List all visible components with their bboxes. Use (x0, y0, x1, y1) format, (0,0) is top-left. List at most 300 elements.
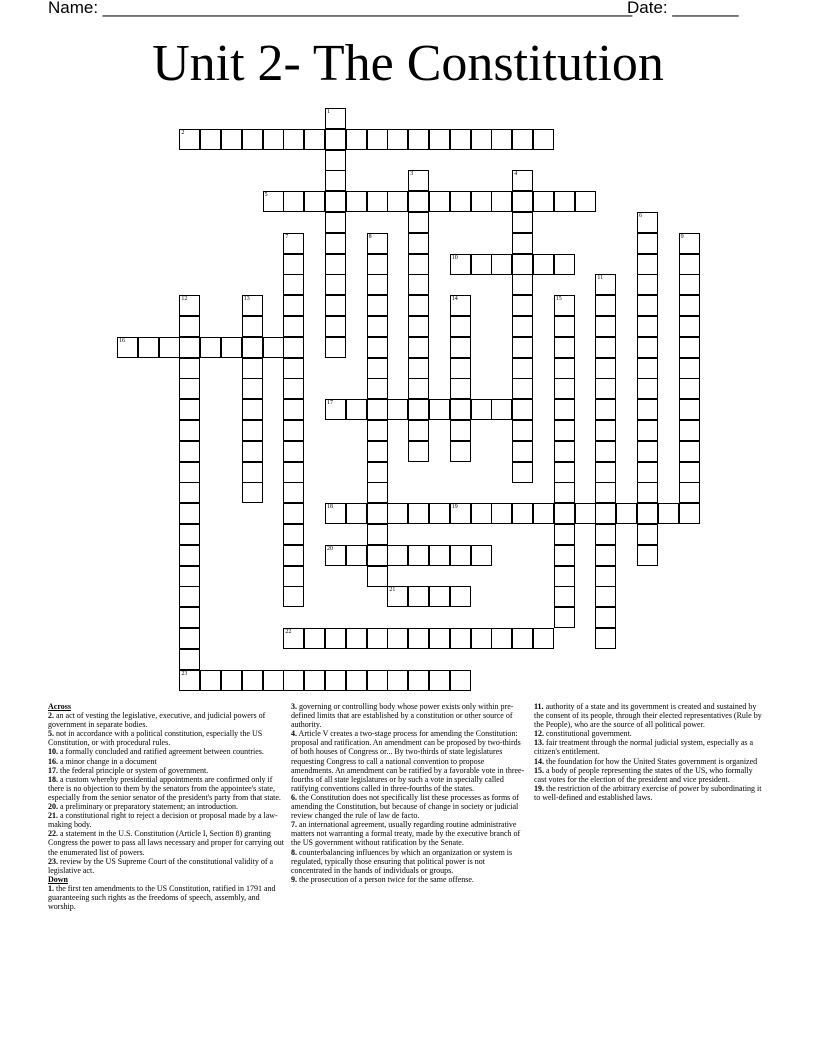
grid-cell[interactable] (263, 337, 284, 358)
grid-cell[interactable] (283, 274, 304, 295)
grid-cell[interactable] (221, 129, 242, 150)
grid-cell[interactable] (450, 399, 471, 420)
grid-cell[interactable] (595, 462, 616, 483)
grid-cell[interactable] (450, 586, 471, 607)
grid-cell[interactable] (450, 316, 471, 337)
grid-cell[interactable] (491, 399, 512, 420)
grid-cell[interactable] (637, 316, 658, 337)
grid-cell[interactable] (554, 482, 575, 503)
grid-cell[interactable] (325, 670, 346, 691)
grid-cell[interactable] (242, 441, 263, 462)
grid-cell[interactable] (408, 170, 429, 191)
grid-cell[interactable] (450, 628, 471, 649)
grid-cell[interactable] (283, 670, 304, 691)
grid-cell[interactable] (595, 628, 616, 649)
grid-cell[interactable] (533, 254, 554, 275)
grid-cell[interactable] (595, 607, 616, 628)
grid-cell[interactable] (179, 628, 200, 649)
grid-cell[interactable] (450, 358, 471, 379)
grid-cell[interactable] (367, 441, 388, 462)
clue-12 (534, 729, 766, 738)
grid-cell[interactable] (263, 670, 284, 691)
grid-cell[interactable] (408, 399, 429, 420)
grid-cell[interactable] (471, 254, 492, 275)
grid-cell[interactable] (637, 337, 658, 358)
grid-cell[interactable] (637, 254, 658, 275)
grid-cell[interactable] (408, 503, 429, 524)
grid-cell[interactable] (283, 586, 304, 607)
grid-cell[interactable] (242, 295, 263, 316)
grid-cell[interactable] (533, 628, 554, 649)
grid-cell[interactable] (512, 420, 533, 441)
grid-cell[interactable] (408, 441, 429, 462)
grid-cell[interactable] (637, 233, 658, 254)
grid-cell[interactable] (554, 399, 575, 420)
grid-cell[interactable] (679, 233, 700, 254)
grid-cell[interactable] (283, 295, 304, 316)
grid-cell[interactable] (450, 378, 471, 399)
grid-cell[interactable] (637, 545, 658, 566)
grid-cell[interactable] (679, 462, 700, 483)
grid-cell[interactable] (283, 191, 304, 212)
grid-cell[interactable] (159, 337, 180, 358)
grid-cell[interactable] (408, 316, 429, 337)
grid-cell[interactable] (637, 212, 658, 233)
grid-cell[interactable] (616, 503, 637, 524)
grid-cell[interactable] (325, 108, 346, 129)
grid-cell[interactable] (346, 545, 367, 566)
grid-cell[interactable] (471, 399, 492, 420)
grid-cell[interactable] (325, 316, 346, 337)
grid-cell[interactable] (242, 420, 263, 441)
grid-cell[interactable] (387, 545, 408, 566)
grid-cell[interactable] (429, 628, 450, 649)
grid-cell[interactable] (346, 399, 367, 420)
grid-cell[interactable] (512, 378, 533, 399)
grid-cell[interactable] (679, 441, 700, 462)
grid-cell[interactable] (367, 254, 388, 275)
clue-number: 16. (48, 756, 58, 766)
grid-cell[interactable] (575, 191, 596, 212)
grid-cell[interactable] (263, 191, 284, 212)
grid-cell[interactable] (367, 316, 388, 337)
grid-cell[interactable] (179, 399, 200, 420)
grid-cell[interactable] (408, 254, 429, 275)
grid-cell[interactable] (595, 524, 616, 545)
grid-cell[interactable] (408, 628, 429, 649)
grid-cell[interactable] (367, 191, 388, 212)
grid-cell[interactable] (179, 420, 200, 441)
grid-cell[interactable] (387, 503, 408, 524)
grid-cell[interactable] (367, 462, 388, 483)
grid-cell[interactable] (367, 670, 388, 691)
grid-cell[interactable] (387, 670, 408, 691)
grid-cell[interactable] (450, 420, 471, 441)
grid-cell[interactable] (367, 545, 388, 566)
grid-cell[interactable] (367, 378, 388, 399)
grid-cell[interactable] (408, 420, 429, 441)
grid-cell[interactable] (533, 129, 554, 150)
grid-cell[interactable] (450, 441, 471, 462)
grid-cell[interactable] (554, 441, 575, 462)
grid-cell[interactable] (283, 316, 304, 337)
cell-number: 6 (639, 213, 642, 219)
grid-cell[interactable] (200, 670, 221, 691)
grid-cell[interactable] (325, 274, 346, 295)
grid-cell[interactable] (679, 337, 700, 358)
grid-cell[interactable] (408, 358, 429, 379)
grid-cell[interactable] (367, 274, 388, 295)
clue-number: 18. (48, 774, 58, 784)
grid-cell[interactable] (512, 337, 533, 358)
grid-cell[interactable] (450, 503, 471, 524)
grid-cell[interactable] (179, 524, 200, 545)
grid-cell[interactable] (179, 545, 200, 566)
grid-cell[interactable] (554, 337, 575, 358)
grid-cell[interactable] (179, 441, 200, 462)
grid-cell[interactable] (595, 545, 616, 566)
grid-cell[interactable] (554, 295, 575, 316)
grid-cell[interactable] (367, 566, 388, 587)
grid-cell[interactable] (346, 129, 367, 150)
grid-cell[interactable] (491, 191, 512, 212)
grid-cell[interactable] (637, 524, 658, 545)
grid-cell[interactable] (325, 295, 346, 316)
grid-cell[interactable] (512, 316, 533, 337)
grid-cell[interactable] (387, 399, 408, 420)
grid-cell[interactable] (325, 233, 346, 254)
grid-cell[interactable] (408, 233, 429, 254)
grid-cell[interactable] (554, 316, 575, 337)
clue-text: a custom whereby presidential appointments are confirmed only if there is no objection to them by the senators from the appointee's state, especially from the senior senator of the president's party from that state. (48, 774, 281, 802)
grid-cell[interactable] (304, 129, 325, 150)
grid-cell[interactable] (408, 545, 429, 566)
grid-cell[interactable] (637, 274, 658, 295)
grid-cell[interactable] (595, 358, 616, 379)
grid-cell[interactable] (387, 129, 408, 150)
grid-cell[interactable] (512, 358, 533, 379)
clue-11 (534, 702, 766, 729)
grid-cell[interactable] (512, 191, 533, 212)
clue-3 (291, 702, 527, 729)
grid-cell[interactable] (179, 129, 200, 150)
grid-cell[interactable] (595, 586, 616, 607)
grid-cell[interactable] (283, 233, 304, 254)
grid-cell[interactable] (283, 358, 304, 379)
grid-cell[interactable] (179, 503, 200, 524)
grid-cell[interactable] (179, 295, 200, 316)
grid-cell[interactable] (679, 399, 700, 420)
grid-cell[interactable] (637, 462, 658, 483)
grid-cell[interactable] (512, 462, 533, 483)
grid-cell[interactable] (595, 399, 616, 420)
grid-cell[interactable] (595, 482, 616, 503)
grid-cell[interactable] (679, 378, 700, 399)
grid-cell[interactable] (679, 295, 700, 316)
grid-cell[interactable] (595, 566, 616, 587)
grid-cell[interactable] (283, 524, 304, 545)
grid-cell[interactable] (658, 503, 679, 524)
grid-cell[interactable] (367, 358, 388, 379)
grid-cell[interactable] (512, 628, 533, 649)
grid-cell[interactable] (387, 191, 408, 212)
cell-number: 1 (327, 109, 330, 115)
grid-cell[interactable] (512, 399, 533, 420)
grid-cell[interactable] (554, 524, 575, 545)
grid-cell[interactable] (554, 566, 575, 587)
grid-cell[interactable] (554, 358, 575, 379)
grid-cell[interactable] (304, 670, 325, 691)
grid-cell[interactable] (283, 462, 304, 483)
grid-cell[interactable] (283, 628, 304, 649)
grid-cell[interactable] (450, 129, 471, 150)
grid-cell[interactable] (595, 274, 616, 295)
grid-cell[interactable] (179, 462, 200, 483)
grid-cell[interactable] (450, 545, 471, 566)
grid-cell[interactable] (471, 191, 492, 212)
grid-cell[interactable] (242, 378, 263, 399)
grid-cell[interactable] (408, 337, 429, 358)
clue-10 (48, 747, 284, 756)
grid-cell[interactable] (346, 191, 367, 212)
grid-cell[interactable] (179, 566, 200, 587)
grid-cell[interactable] (387, 628, 408, 649)
grid-cell[interactable] (450, 337, 471, 358)
clue-text: the restriction of the arbitrary exercise of power by subordinating it to well-defined and established laws. (534, 783, 762, 802)
grid-cell[interactable] (429, 399, 450, 420)
grid-cell[interactable] (491, 503, 512, 524)
grid-cell[interactable] (179, 586, 200, 607)
grid-cell[interactable] (367, 628, 388, 649)
grid-cell[interactable] (429, 586, 450, 607)
grid-cell[interactable] (512, 233, 533, 254)
grid-cell[interactable] (367, 233, 388, 254)
grid-cell[interactable] (179, 316, 200, 337)
grid-cell[interactable] (283, 378, 304, 399)
grid-cell[interactable] (346, 670, 367, 691)
grid-cell[interactable] (242, 670, 263, 691)
grid-cell[interactable] (491, 254, 512, 275)
grid-cell[interactable] (408, 191, 429, 212)
grid-cell[interactable] (408, 586, 429, 607)
grid-cell[interactable] (595, 295, 616, 316)
grid-cell[interactable] (325, 212, 346, 233)
grid-cell[interactable] (450, 254, 471, 275)
grid-cell[interactable] (408, 129, 429, 150)
clue-21 (48, 811, 284, 829)
grid-cell[interactable] (367, 524, 388, 545)
date-field[interactable]: Date: _______ (627, 0, 739, 17)
grid-cell[interactable] (512, 170, 533, 191)
grid-cell[interactable] (533, 191, 554, 212)
grid-cell[interactable] (304, 628, 325, 649)
grid-cell[interactable] (679, 254, 700, 275)
grid-cell[interactable] (179, 607, 200, 628)
grid-cell[interactable] (575, 503, 596, 524)
grid-cell[interactable] (637, 420, 658, 441)
grid-cell[interactable] (491, 129, 512, 150)
grid-cell[interactable] (242, 129, 263, 150)
clue-number: 14. (534, 756, 544, 766)
grid-cell[interactable] (367, 420, 388, 441)
clue-2 (48, 711, 284, 729)
grid-cell[interactable] (346, 628, 367, 649)
grid-cell[interactable] (346, 503, 367, 524)
grid-cell[interactable] (367, 295, 388, 316)
grid-cell[interactable] (283, 503, 304, 524)
grid-cell[interactable] (408, 274, 429, 295)
grid-cell[interactable] (512, 441, 533, 462)
grid-cell[interactable] (200, 129, 221, 150)
grid-cell[interactable] (179, 482, 200, 503)
clue-text: a statement in the U.S. Constitution (Article I, Section 8) granting Congress the power to pass all laws necessary and proper for carrying out the enumerated list of powers. (48, 829, 284, 857)
grid-cell[interactable] (367, 399, 388, 420)
clue-number: 6. (291, 792, 297, 802)
grid-cell[interactable] (283, 566, 304, 587)
grid-cell[interactable] (512, 295, 533, 316)
grid-cell[interactable] (283, 337, 304, 358)
grid-cell[interactable] (242, 399, 263, 420)
grid-cell[interactable] (325, 254, 346, 275)
grid-cell[interactable] (283, 399, 304, 420)
grid-cell[interactable] (450, 191, 471, 212)
grid-cell[interactable] (471, 129, 492, 150)
grid-cell[interactable] (242, 337, 263, 358)
grid-cell[interactable] (387, 586, 408, 607)
grid-cell[interactable] (242, 482, 263, 503)
clue-number: 9. (291, 874, 297, 884)
grid-cell[interactable] (554, 191, 575, 212)
grid-cell[interactable] (450, 295, 471, 316)
grid-cell[interactable] (325, 628, 346, 649)
grid-cell[interactable] (367, 503, 388, 524)
grid-cell[interactable] (554, 586, 575, 607)
grid-cell[interactable] (179, 358, 200, 379)
grid-cell[interactable] (325, 150, 346, 171)
grid-cell[interactable] (637, 441, 658, 462)
grid-cell[interactable] (367, 337, 388, 358)
grid-cell[interactable] (679, 420, 700, 441)
grid-cell[interactable] (679, 316, 700, 337)
cell-number: 4 (514, 171, 518, 178)
grid-cell[interactable] (325, 545, 346, 566)
grid-cell[interactable] (595, 503, 616, 524)
grid-cell[interactable] (325, 399, 346, 420)
clue-number: 19. (534, 783, 544, 793)
clue-number: 4. (291, 729, 297, 739)
name-field[interactable]: Name: ________________________________________________________ (48, 0, 633, 17)
grid-cell[interactable] (471, 545, 492, 566)
grid-cell[interactable] (429, 545, 450, 566)
grid-cell[interactable] (179, 649, 200, 670)
grid-cell[interactable] (325, 129, 346, 150)
grid-cell[interactable] (595, 378, 616, 399)
grid-cell[interactable] (179, 337, 200, 358)
clue-7 (291, 820, 527, 847)
grid-cell[interactable] (679, 274, 700, 295)
grid-cell[interactable] (325, 191, 346, 212)
grid-cell[interactable] (325, 170, 346, 191)
grid-cell[interactable] (325, 337, 346, 358)
grid-cell[interactable] (283, 545, 304, 566)
grid-cell[interactable] (429, 670, 450, 691)
grid-cell[interactable] (179, 378, 200, 399)
grid-cell[interactable] (554, 462, 575, 483)
grid-cell[interactable] (471, 628, 492, 649)
grid-cell[interactable] (117, 337, 138, 358)
grid-cell[interactable] (595, 316, 616, 337)
grid-cell[interactable] (637, 358, 658, 379)
grid-cell[interactable] (512, 503, 533, 524)
grid-cell[interactable] (408, 295, 429, 316)
grid-cell[interactable] (512, 274, 533, 295)
grid-cell[interactable] (429, 129, 450, 150)
grid-cell[interactable] (637, 295, 658, 316)
grid-cell[interactable] (679, 358, 700, 379)
grid-cell[interactable] (283, 441, 304, 462)
grid-cell[interactable] (283, 482, 304, 503)
grid-cell[interactable] (554, 503, 575, 524)
grid-cell[interactable] (200, 337, 221, 358)
grid-cell[interactable] (242, 316, 263, 337)
grid-cell[interactable] (450, 670, 471, 691)
grid-cell[interactable] (512, 254, 533, 275)
grid-cell[interactable] (595, 337, 616, 358)
grid-cell[interactable] (554, 378, 575, 399)
grid-cell[interactable] (512, 129, 533, 150)
grid-cell[interactable] (679, 482, 700, 503)
grid-cell[interactable] (283, 420, 304, 441)
grid-cell[interactable] (304, 191, 325, 212)
grid-cell[interactable] (429, 191, 450, 212)
grid-cell[interactable] (554, 607, 575, 628)
grid-cell[interactable] (533, 503, 554, 524)
grid-cell[interactable] (221, 670, 242, 691)
grid-cell[interactable] (637, 399, 658, 420)
grid-cell[interactable] (679, 503, 700, 524)
grid-cell[interactable] (283, 129, 304, 150)
grid-cell[interactable] (408, 212, 429, 233)
clue-text: Article V creates a two-stage process for amending the Constitution: proposal and ratification. An amendment can be proposed by two-thirds of both houses of Congress or... By two-thirds of state legislatures requesting Congress to call a national convention to propose amendments. An amendment can be ratified by a favorable vote in three-fourths of all state legislatures or by such a vote in specially called ratifying conventions called in three-fourths of the states. (291, 729, 525, 793)
grid-cell[interactable] (408, 378, 429, 399)
grid-cell[interactable] (637, 482, 658, 503)
grid-cell[interactable] (554, 545, 575, 566)
grid-cell[interactable] (595, 420, 616, 441)
grid-cell[interactable] (512, 212, 533, 233)
cell-number: 14 (451, 296, 458, 303)
grid-cell[interactable] (221, 337, 242, 358)
grid-cell[interactable] (595, 441, 616, 462)
cell-number: 5 (264, 192, 268, 199)
grid-cell[interactable] (283, 254, 304, 275)
grid-cell[interactable] (637, 378, 658, 399)
grid-cell[interactable] (471, 503, 492, 524)
grid-cell[interactable] (367, 129, 388, 150)
grid-cell[interactable] (179, 670, 200, 691)
grid-cell[interactable] (554, 254, 575, 275)
grid-cell[interactable] (429, 503, 450, 524)
grid-cell[interactable] (263, 129, 284, 150)
grid-cell[interactable] (242, 358, 263, 379)
grid-cell[interactable] (325, 503, 346, 524)
grid-cell[interactable] (637, 503, 658, 524)
grid-cell[interactable] (242, 462, 263, 483)
grid-cell[interactable] (138, 337, 159, 358)
grid-cell[interactable] (408, 670, 429, 691)
grid-cell[interactable] (491, 628, 512, 649)
grid-cell[interactable] (367, 482, 388, 503)
grid-cell[interactable] (554, 420, 575, 441)
